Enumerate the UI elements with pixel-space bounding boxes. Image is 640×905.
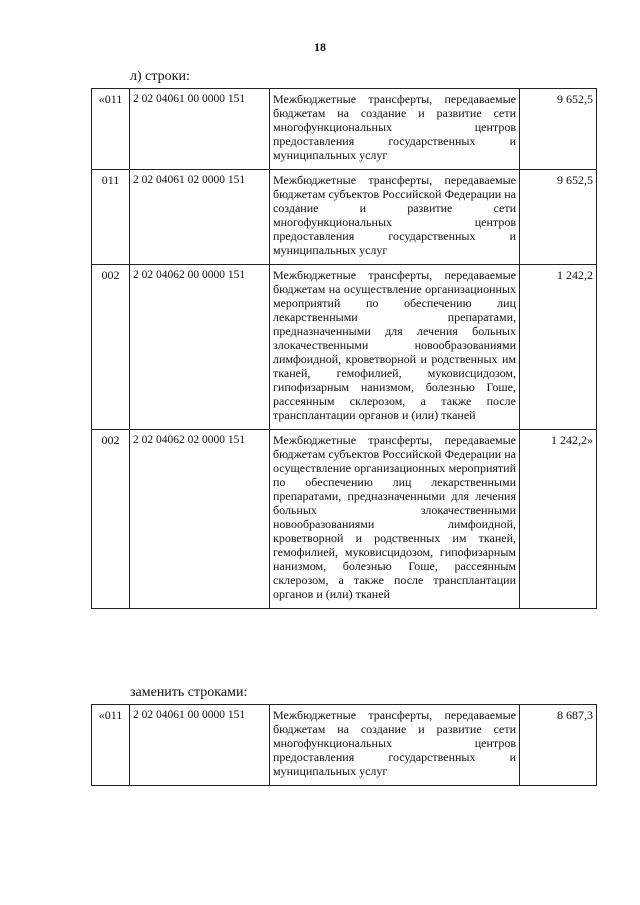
row-amount: 1 242,2 <box>520 265 597 430</box>
row-kbk: 2 02 04062 02 0000 151 <box>130 430 270 609</box>
row-kbk: 2 02 04061 02 0000 151 <box>130 170 270 265</box>
table-row <box>92 89 597 170</box>
row-description: Межбюджетные трансферты, передаваемые бюджетам на создание и развитие сети многофункциональных центров предоставления государственных и муниципальных услуг <box>270 89 520 170</box>
row-amount: 8 687,3 <box>520 705 597 786</box>
row-description: Межбюджетные трансферты, передаваемые бюджетам на создание и развитие сети многофункциональных центров предоставления государственных и муниципальных услуг <box>270 705 520 786</box>
row-code: 011 <box>92 170 130 265</box>
row-kbk: 2 02 04062 00 0000 151 <box>130 265 270 430</box>
table-row <box>92 265 597 430</box>
row-code: «011 <box>92 705 130 786</box>
row-code: 002 <box>92 265 130 430</box>
table-row <box>92 170 597 265</box>
row-amount: 9 652,5 <box>520 170 597 265</box>
section-new-label: заменить строками: <box>130 685 248 700</box>
row-description: Межбюджетные трансферты, передаваемые бюджетам субъектов Российской Федерации на создание и развитие сети многофункциональных центров предоставления государственных и муниципальных услуг <box>270 170 520 265</box>
row-amount: 9 652,5 <box>520 89 597 170</box>
page-number: 18 <box>314 40 326 54</box>
table-row <box>92 705 597 786</box>
new-rows-table <box>91 704 597 786</box>
row-code: «011 <box>92 89 130 170</box>
row-amount: 1 242,2» <box>520 430 597 609</box>
row-kbk: 2 02 04061 00 0000 151 <box>130 89 270 170</box>
row-description: Межбюджетные трансферты, передаваемые бюджетам на осуществление организационных мероприятий по обеспечению лиц лекарственными препаратами, предназначенными для лечения больных злокачественными новообразованиями лимфоидной, кроветворной и родственных им тканей, гемофилией, муковисцидозом, гипофизарным нанизмом, болезнью Гоше, рассеянным склерозом, а также после трансплантации органов и (или) тканей <box>270 265 520 430</box>
row-description: Межбюджетные трансферты, передаваемые бюджетам субъектов Российской Федерации на осуществление организационных мероприятий по обеспечению лиц лекарственными препаратами, предназначенными для лечения больных злокачественными новообразованиями лимфоидной, кроветворной и родственных им тканей, гемофилией, муковисцидозом, гипофизарным нанизмом, болезнью Гоше, рассеянным склерозом, а также после трансплантации органов и (или) тканей <box>270 430 520 609</box>
section-old-label: л) строки: <box>130 69 190 84</box>
row-code: 002 <box>92 430 130 609</box>
old-rows-table <box>91 88 597 609</box>
row-kbk: 2 02 04061 00 0000 151 <box>130 705 270 786</box>
table-row <box>92 430 597 609</box>
